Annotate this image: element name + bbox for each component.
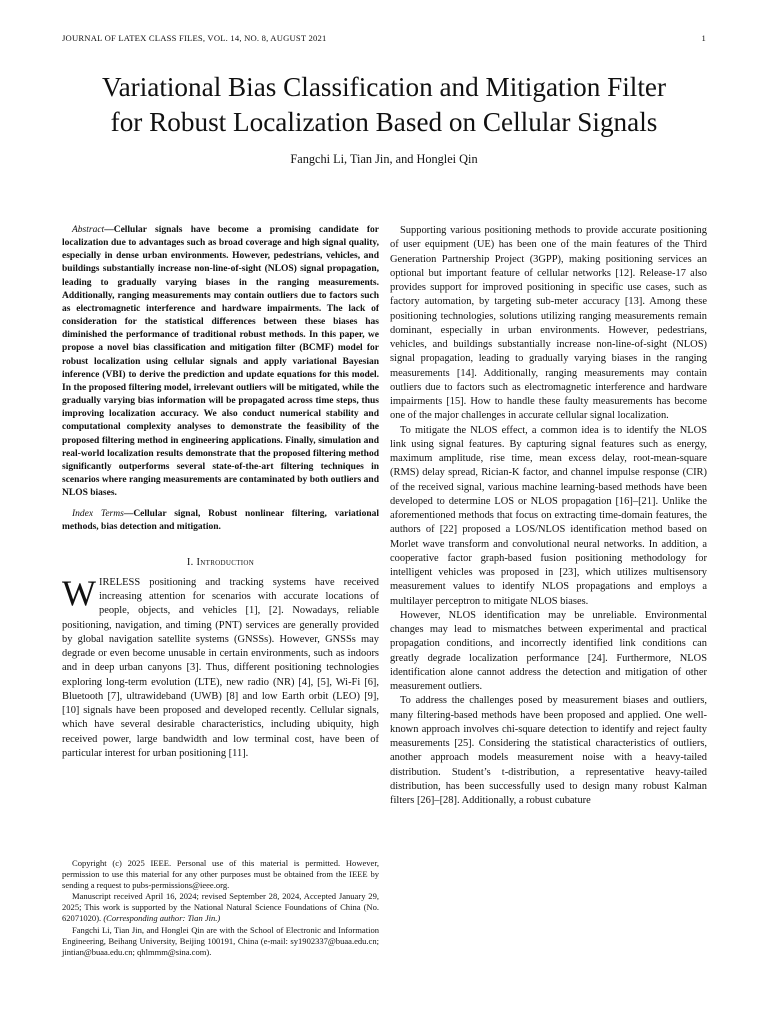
title-line-2: for Robust Localization Based on Cellular Signals xyxy=(110,107,658,137)
author-list: Fangchi Li, Tian Jin, and Honglei Qin xyxy=(290,152,478,166)
running-header xyxy=(62,33,706,43)
footnote-received-text: Manuscript received April 16, 2024; revised September 28, 2024, Accepted January 29, 2025; This work is supported by the National Natural Science Foundations of China (No. 62071020). xyxy=(62,891,379,924)
drop-cap: W xyxy=(62,572,96,613)
abstract-text: —Cellular signals have become a promising candidate for localization due to advantages such as broad coverage and high signal quality, especially in dense urban environments. However, pedestrians, vehicles, and buildings substantially increase non-line-of-sight (NLOS) signal propagation, leading to gradually varying biases in the ranging measurements. Additionally, ranging measurements may contain outliers due to factors such as electromagnetic interference and hardware impairments. The lack of consideration for the statistical differences between these biases has diminished the performance of traditional robust methods. In this paper, we propose a novel bias classification and mitigation filter (BCMF) model for robust localization using cellular signals and apply variational Bayesian inference (VBI) to derive the prediction and update equations for this model. In the proposed filtering model, irrelevant outliers will be mitigated, while the gradually varying bias information will be propagated across time steps, thus improving localization accuracy. We also conduct numerical stability and computational complexity analyses to demonstrate the feasibility of the proposed filtering method in engineering applications. Finally, simulation and real-world localization results demonstrate that the proposed filtering method significantly outperforms several state-of-the-art filtering techniques in scenarios where ranging measurements are contaminated by both outliers and NLOS biases. xyxy=(62,225,379,499)
right-paragraph-1: Supporting various positioning methods to provide accurate positioning of user equipment (UE) has been one of the main features of the Third Generation Partnership Project (3GPP), making positioning services an optional but important feature of cellular networks [12]. Release-17 also provides support for improved positioning in specific use cases, such as factory automation, by targeting sub-meter accuracy [13]. Among these positioning technologies, solutions utilizing ranging measurements remain dominant, especially in urban environments. However, pedestrians, vehicles, and buildings substantially increase non-line-of-sight (NLOS) signal propagation, leading to gradually varying biases in the ranging measurements [14]. Additionally, ranging measurements may contain outliers due to factors such as electromagnetic interference and hardware impairments [15]. How to handle these faulty measurements has become one of the major challenges in accurate cellular signal localization. xyxy=(390,225,707,422)
title-line-1: Variational Bias Classification and Mitigation Filter xyxy=(101,72,667,102)
footnote-corresponding: (Corresponding author: Tian Jin.) xyxy=(103,913,221,924)
first-word-rest: IRELESS xyxy=(98,576,141,588)
index-terms-text: —Cellular signal, Robust nonlinear filtering, variational methods, bias detection and mitigation. xyxy=(62,509,379,533)
section-heading-introduction xyxy=(62,556,379,570)
paper-title xyxy=(40,70,728,140)
index-terms-label: Index Terms xyxy=(72,509,124,520)
right-paragraph-4: To address the challenges posed by measurement biases and outliers, many filtering-based methods have been proposed and applied. One well-known approach involves chi-square detection to identify and reject faulty measurements [25]. Considering the statistical characteristics of outliers, another approach models measurement noise with a heavy-tailed distribution. Student’s t-distribution, a representative heavy-tailed distribution, has been successfully used to design many robust Kalman filters [26]–[28]. Additionally, a robust cubature xyxy=(390,695,707,806)
section-title: Introduction xyxy=(196,556,255,568)
intro-paragraph-1 xyxy=(62,572,379,761)
intro-p1-text: positioning and tracking systems have received increasing attention for scenarios with accurate locations of people, objects, and vehicles [1], [2]. Nowadays, reliable positioning, navigation, and timing (PNT) services are generally provided by global navigation satellite systems (GNSSs). However, GNSSs may degrade or even become unusable in certain environments, such as indoors and in deep urban canyons [3]. Thus, different positioning technologies exploring long-term evolution (LTE), new radio (NR) [4], [5], Wi-Fi [6], Bluetooth [7], ultrawideband (UWB) [8] and low Earth orbit (LEO) [9], [10] signals have been proposed and developed recently. Cellular signals, which have several desirable characteristics, including ubiquity, high received power, large bandwidth and low terminal cost, have been of particular interest for urban positioning [11]. xyxy=(62,576,379,759)
footnote-copyright: Copyright (c) 2025 IEEE. Personal use of this material is permitted. However, permission to use this material for any other purposes must be obtained from the IEEE by sending a request to pubs-permissions@ieee.org. xyxy=(62,858,379,891)
abstract xyxy=(62,224,379,500)
journal-name: JOURNAL OF LATEX CLASS FILES, VOL. 14, NO. 8, AUGUST 2021 xyxy=(62,33,327,43)
right-column xyxy=(390,224,707,808)
abstract-label: Abstract xyxy=(72,225,105,235)
footnote-block xyxy=(62,858,379,958)
footnote-received xyxy=(62,891,379,924)
right-paragraph-3: However, NLOS identification may be unreliable. Environmental changes may lead to mismatches between experimental and practical propagation conditions, and incorrectly identified link conditions can greatly degrade localization performance [24]. Furthermore, NLOS identification alone cannot address the detection and mitigation of other measurement outliers. xyxy=(390,609,707,692)
section-number: I. xyxy=(186,556,194,568)
right-paragraph-2: To mitigate the NLOS effect, a common idea is to identify the NLOS link using signal features. By capturing signal features such as energy, maximum amplitude, rise time, mean excess delay, root-mean-square (RMS) delay spread, Rician-K factor, and channel impulse response (CIR) of the received signal, various machine learning-based methods have been developed to determine LOS or NLOS propagation [16]–[21]. Unlike the aforementioned methods that focus on extracting time-domain features, the authors of [22] proposed a LOS/NLOS identification method based on Morlet wave transform and convolutional neural networks. In addition, a cooperative factor graph-based fusion positioning methodology for intelligent vehicles was proposed in [23], which utilizes multisensory measurement values to identify NLOS propagations and employs a multilayer perceptron to mitigate NLOS biases. xyxy=(390,424,707,607)
page-number: 1 xyxy=(701,33,706,43)
left-column xyxy=(62,224,379,761)
index-terms xyxy=(62,508,379,534)
footnote-affiliation: Fangchi Li, Tian Jin, and Honglei Qin are with the School of Electronic and Information Engineering, Beihang University, Beijing 100191, China (e-mail: sy1902337@buaa.edu.cn; jintian@buaa.edu.cn; qhlmmm@sina.com). xyxy=(62,924,379,957)
